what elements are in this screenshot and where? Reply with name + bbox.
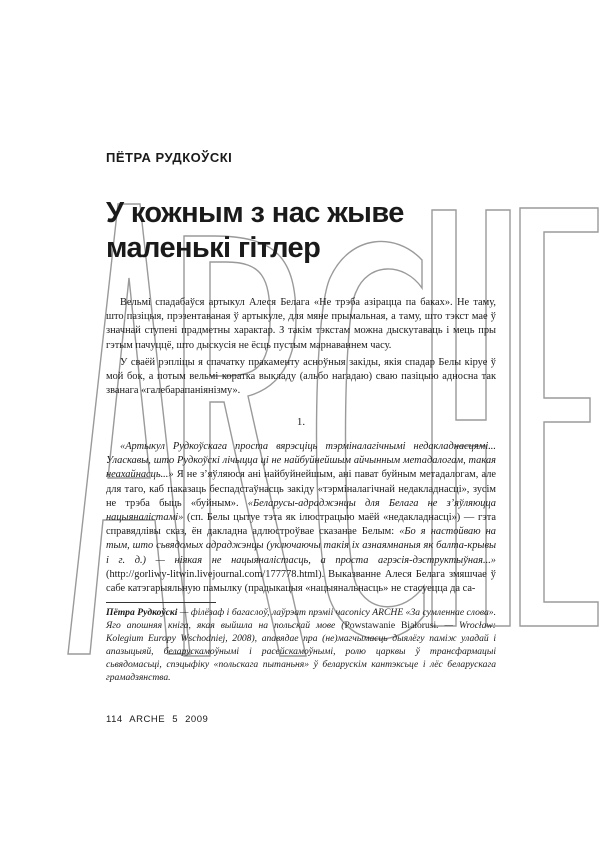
author-name: ПЁТРА РУДКОЎСКІ (106, 150, 233, 165)
issue-number: 5 (172, 714, 178, 725)
quote-3: «Бо я настойваю на тым, што сьвядомых адраджэнцы (уключаючы такія іх азнаямнаныя як балта-крывы і г. д.) — ніякая не нацыяналістасць, а проста агрэсія-дэструктыўная...» (106, 526, 496, 566)
paragraph-second (106, 356, 496, 399)
paragraph-3-text (106, 440, 496, 596)
text-2: (сп. Белы цытуе тэта як ілюстрацыю маёй «недакладнасці») — гэта справядлівы сказ, ён дакладна адлюстроўвае сказанае Белым: (106, 512, 496, 538)
paragraph-third (106, 440, 496, 596)
article-title: У кожным з нас жыве маленькі гітлер (106, 197, 404, 264)
bio-part-2: . — Wrocław: Kolegium Europy Wschodniej, 2008), апавядае пра (не)магчымасць дыялёгу паміж уладай і апазыцыяй, беларускамоўнымі і расейскамоўнымі, ролю царквы ў трансфармацыі сьвядомасьці, спэцыфіку «польскага пытаньня» ў беларускім кантэксьце і лёс беларускага грамадзянства. (106, 620, 496, 684)
page-number: 114 (106, 714, 123, 725)
footnote-divider (106, 602, 216, 603)
bio-name: Пётра Рудкоўскі (106, 607, 178, 618)
quote-2: «Беларусы-адраджэнцы для Белага не з’яўляюцца нацыяналістамі» (106, 497, 496, 524)
paragraph-intro (106, 296, 496, 353)
paragraph-1-text: Вельмі спадабаўся артыкул Алеся Белага «Не трэба азірацца па баках». Не таму, што пазіцыя, прэзентаваная ў артыкуле, для мяне прымальная, а таму, што тэкст мае ў значнай ступені прадметны характар. З такім тэкстам можна дыскутаваць і мець пры гэтым пачуццё, што дыскусія не ёсць пустым марнаваннем часу. (106, 297, 496, 351)
author-bio (106, 606, 496, 685)
quote-1: «Артыкул Рудкоўскага проста вярэсціць тэрміналагічнымі недакладнасцямі... Уласкавы, што Рудкоўскі лічыцца ці не найбуйнейшым айчынным метадалогам, такая неахайнасць...» (106, 441, 496, 481)
bio-part-1: — філёзаф і багаслоў, лаўрэат прэміі часопісу ARCHE «За сумленнае слова». Яго апошняя кніга, якая выйшла на польскай мове ( (106, 607, 496, 632)
text-3: (http://gorliwy-litwin.livejournal.com/177778.html). Выказванне Алеся Белага змяшчае ў сабе катэгарыяльную памылку (прадыкацыя «нацыянальнасць» не стасуецца да са- (106, 568, 496, 595)
bio-book: Powstawanie Białorusi (344, 620, 437, 632)
section-number: 1. (296, 416, 306, 428)
text-1: Я не з’яўляюся ані найбуйнейшым, ані пават буйным метадалогам, але для таго, каб паказаць беспадстаўнасць закіду «тэрміналагічнай недакладнасці», зусім не трэба быць «буйным». (106, 469, 496, 509)
year: 2009 (185, 714, 209, 725)
paragraph-2-text: У сваёй рэпліцы я спачатку пракаменту асноўныя закіды, якія спадар Белы кіруе ў мой бок, а потым вельмі коратка выкладу (альбо нагадаю) сваю пазіцыю адносна так званага «галебарапаніянізму». (106, 357, 496, 397)
page-footer (106, 714, 212, 725)
journal-name: ARCHE (129, 714, 166, 725)
